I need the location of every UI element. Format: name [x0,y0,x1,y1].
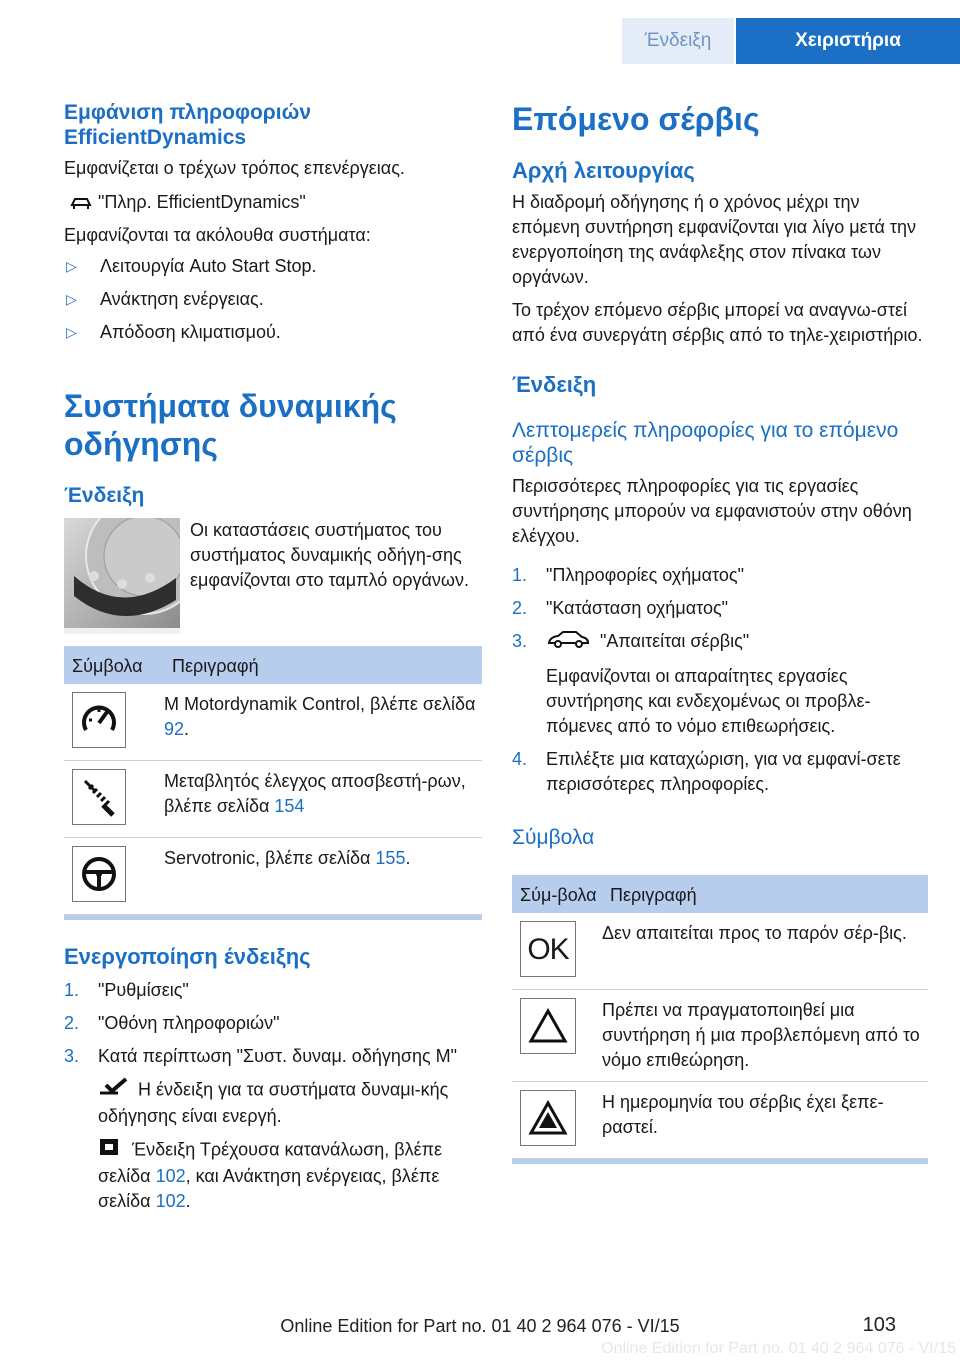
ed-systems-intro: Εμφανίζονται τα ακόλουθα συστήματα: [64,225,371,245]
triangle-bullet-icon: ▷ [66,324,77,340]
warning-triangle-icon [520,998,576,1054]
note-active: Η ένδειξη για τα συστήματα δυναμι-κής οδήγησης είναι ενεργή. [98,1077,482,1129]
remote-paragraph: Το τρέχον επόμενο σέρβις μπορεί να αναγνω-στεί από ένα συνεργάτη σέρβις από το τηλε-χειριστήριο. [512,300,923,345]
display-title: Ένδειξη [512,372,597,397]
table-header-description: Περιγραφή [602,875,928,913]
display-heading: Ένδειξη [64,484,145,507]
next-service-title: Επόμενο σέρβις [512,101,760,137]
edition-footer: Online Edition for Part no. 01 40 2 964 076 - VI/15 [280,1316,680,1336]
checkmark-icon [98,1077,138,1104]
shock-absorber-icon [72,769,126,825]
left-column [64,100,482,1214]
principle-paragraph: Η διαδρομή οδήγησης ή ο χρόνος μέχρι την επόμενη συντήρηση εμφανίζονται για λίγο μετά την ενεργοποίηση της ανάφλεξης στον πίνακα των οργάνων. [512,192,916,287]
display-description: Οι καταστάσεις συστήματος του συστήματος δυναμικής οδήγη-σης εμφανίζονται στο ταμπλό οργάνων. [190,520,469,590]
table-row: Η ημερομηνία του σέρβις έχει ξεπε-ραστεί. [512,1082,928,1159]
list-item: 1. "Ρυθμίσεις" [64,980,189,1000]
table-row: Μεταβλητός έλεγχος αποσβεστή-ρων, βλέπε σελίδα 154 [64,761,482,838]
triangle-bullet-icon: ▷ [66,258,77,274]
table-bottom-rule [512,1159,928,1164]
steering-wheel-icon [72,846,126,902]
instrument-figure-row [64,518,482,634]
step3-description: Εμφανίζονται οι απαραίτητες εργασίες συντήρησης και ενδεχομένως οι προβλε-πόμενες από το νόμο επιθεωρήσεις. [546,666,871,736]
checkbox-empty-icon [98,1137,132,1164]
vehicle-info-icon [64,195,98,211]
header-section-tab: Ένδειξη [622,18,734,64]
table-row: Servotronic, βλέπε σελίδα 155. [64,838,482,915]
list-item: 2. "Οθόνη πληροφοριών" [64,1013,280,1033]
list-item: ▷ Ανάκτηση ενέργειας. [64,287,482,312]
efficientdynamics-title: Εμφάνιση πληροφοριών EfficientDynamics [64,101,312,149]
table-bottom-rule [64,915,482,920]
list-item: ▷ Λειτουργία Auto Start Stop. [64,254,482,279]
car-service-icon [546,629,600,656]
page-link[interactable]: 155 [375,848,406,868]
dynamic-systems-table [64,646,482,915]
watermark: Online Edition for Part no. 01 40 2 964 076 - VI/15 [601,1340,956,1357]
page-link[interactable]: 154 [274,796,305,816]
header-chapter-tab: Χειριστήρια [736,18,960,64]
symbols-title: Σύμβολα [512,826,595,849]
service-symbols-table [512,875,928,1159]
page-link[interactable]: 102 [155,1166,186,1186]
details-paragraph: Περισσότερες πληροφορίες για τις εργασίες συντήρησης μπορούν να εμφανιστούν στην οθόνη ελέγχου. [512,476,912,546]
ok-icon: OK [520,921,576,977]
list-item: 4. Επιλέξτε μια καταχώριση, για να εμφανί-σετε περισσότερες πληροφορίες. [512,749,901,794]
details-title: Λεπτομερείς πληροφορίες για το επόμενο σέρβις [512,419,899,467]
table-header-symbols: Σύμβολα [64,646,164,684]
principle-title: Αρχή λειτουργίας [512,158,695,183]
ed-paragraph: Εμφανίζεται ο τρέχων τρόπος επενέργειας. [64,158,405,178]
triangle-bullet-icon: ▷ [66,291,77,307]
page-number: 103 [862,1314,896,1336]
table-row: M Motordynamik Control, βλέπε σελίδα 92. [64,684,482,761]
table-header-symbols: Σύμ-βολα [512,875,602,913]
list-item: 2. "Κατάσταση οχήματος" [512,598,729,618]
list-item: ▷ Απόδοση κλιματισμού. [64,320,482,345]
table-row: OK Δεν απαιτείται προς το παρόν σέρ-βις. [512,913,928,990]
table-row: Πρέπει να πραγματοποιηθεί μια συντήρηση ή μια προβλεπόμενη από το νόμο επιθεώρηση. [512,990,928,1082]
list-item: 3. "Απαιτείται σέρβις" [512,629,928,656]
overdue-triangle-icon [520,1090,576,1146]
page-link[interactable]: 102 [155,1191,186,1211]
dynamic-driving-title: Συστήματα δυναμικής οδήγησης [64,388,397,462]
ed-menu-item: "Πληρ. EfficientDynamics" [98,192,306,212]
list-item: 3. Κατά περίπτωση "Συστ. δυναμ. οδήγησης M" [64,1046,458,1066]
speedometer-icon [72,692,126,748]
instrument-cluster-image [64,518,180,634]
page-link[interactable]: 92 [164,719,185,739]
list-item: 1. "Πληροφορίες οχήματος" [512,565,744,585]
note-inactive: Ένδειξη Τρέχουσα κατανάλωση, βλέπε σελίδα 102, και Ανάκτηση ενέργειας, βλέπε σελίδα 102. [98,1137,482,1214]
table-header-description: Περιγραφή [164,646,482,684]
activate-display-title: Ενεργοποίηση ένδειξης [64,944,311,969]
right-column [512,100,928,1164]
